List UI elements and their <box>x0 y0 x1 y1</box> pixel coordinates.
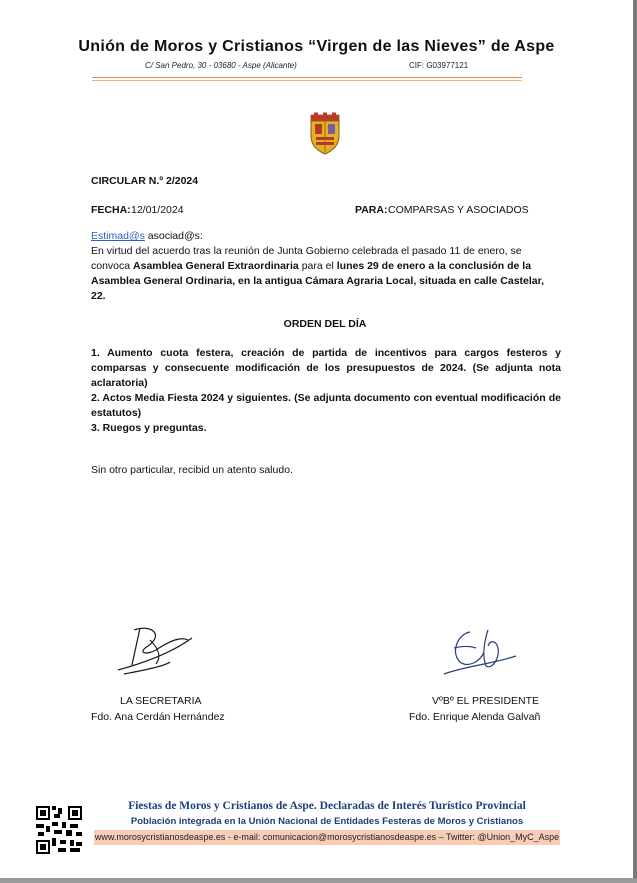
agenda-list <box>91 346 561 436</box>
page-frame-bottom <box>0 878 637 883</box>
secretary-name: Fdo. Ana Cerdán Hernández <box>91 711 225 723</box>
agenda-item: 3. Ruegos y preguntas. <box>91 422 207 434</box>
organization-title: Unión de Moros y Cristianos “Virgen de las Nieves” de Aspe <box>78 38 555 55</box>
coat-of-arms-icon <box>305 112 345 156</box>
qr-code-icon <box>36 806 82 854</box>
organization-address: C/ San Pedro, 30 - 03680 - Aspe (Alicante) <box>145 61 297 70</box>
footer-declaration: Fiestas de Moros y Cristianos de Aspe. Declaradas de Interés Turístico Provincial <box>128 800 526 812</box>
date-value: 12/01/2024 <box>131 204 184 216</box>
date-label: FECHA: <box>91 204 131 216</box>
recipient-label: PARA: <box>355 204 388 216</box>
organization-cif: CIF: G03977121 <box>409 61 469 70</box>
assembly-details: lunes 29 de enero a la conclusión de la Asamblea General Ordinaria, en la antigua Cámara Agraria Local, situada en calle Castelar, 22. <box>91 260 545 302</box>
convocation-mid: para el <box>298 260 337 272</box>
closing-text: Sin otro particular, recibid un atento saludo. <box>91 464 293 476</box>
body-paragraph <box>91 229 561 304</box>
footer-contact: www.morosycristianosdeaspe.es - e-mail: comunicacion@morosycristianosdeaspe.es – Twitter: @Union_MyC_Aspe <box>94 832 560 842</box>
footer-membership: Población integrada en la Unión Nacional de Entidades Festeras de Moros y Cristianos <box>130 816 524 827</box>
recipient-value: COMPARSAS Y ASOCIADOS <box>388 204 529 216</box>
president-name: Fdo. Enrique Alenda Galvañ <box>409 711 541 723</box>
agenda-item: 2. Actos Media Fiesta 2024 y siguientes. (Se adjunta documento con eventual modificación de estatutos) <box>91 392 561 419</box>
secretary-signature <box>110 620 200 675</box>
assembly-type: Asamblea General Extraordinaria <box>133 260 299 272</box>
greeting-link[interactable]: Estimad@s <box>91 230 145 242</box>
header-divider <box>92 77 522 78</box>
agenda-title: ORDEN DEL DÍA <box>283 318 367 330</box>
greeting-rest: asociad@s: <box>144 230 203 242</box>
secretary-role: LA SECRETARIA <box>120 695 202 707</box>
convocation-intro: En virtud del acuerdo tras la reunión de Junta Gobierno celebrada el pasado 11 de enero, se convoca <box>91 245 522 272</box>
agenda-item: 1. Aumento cuota festera, creación de partida de incentivos para cargos festeros y comparsas y consecuente modificación de los presupuestos de 2024. (Se adjunta nota aclaratoria) <box>91 347 561 389</box>
header-divider-secondary <box>92 80 522 81</box>
greeting <box>91 229 561 244</box>
president-role: VºBº EL PRESIDENTE <box>432 695 540 707</box>
circular-number: CIRCULAR N.º 2/2024 <box>91 175 199 187</box>
page-frame-right <box>633 0 637 883</box>
convocation-text <box>91 244 561 304</box>
president-signature <box>440 622 520 677</box>
